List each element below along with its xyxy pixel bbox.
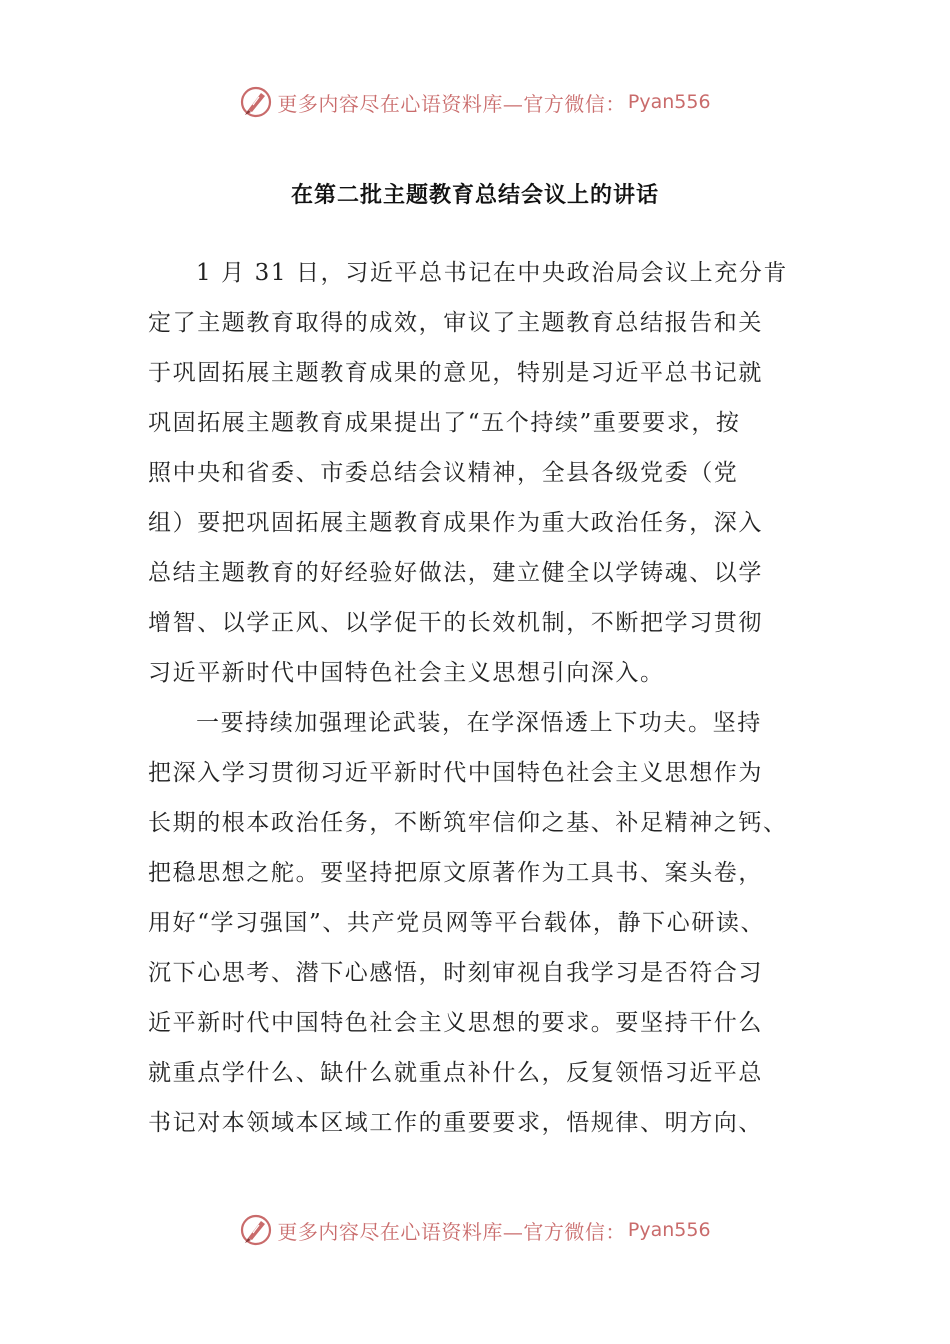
text-line: 定了主题教育取得的成效，审议了主题教育总结报告和关 [148,310,763,336]
text-line: 用好“学习强国”、共产党员网等平台载体，静下心研读、 [148,910,766,936]
document-body [148,248,808,1148]
footer-banner-text: 更多内容尽在心语资料库—官方微信： [277,1219,626,1244]
text-line: 巩固拓展主题教育成果提出了“五个持续”重要要求，按 [148,410,741,436]
text-line: 就重点学什么、缺什么就重点补什么，反复领悟习近平总 [148,1060,763,1086]
text-line: 增智、以学正风、以学促干的长效机制，不断把学习贯彻 [148,610,763,636]
footer-wechat-id: Pyan556 [627,1219,711,1241]
header-banner-text: 更多内容尽在心语资料库—官方微信： [277,91,626,116]
paragraph-2 [148,698,808,1148]
text-line: 把稳思想之舵。要坚持把原文原著作为工具书、案头卷， [148,860,763,886]
quill-pen-logo-icon [239,1213,273,1247]
quill-pen-logo-icon [239,85,273,119]
text-line: 1 月 31 日，习近平总书记在中央政治局会议上充分肯 [196,260,789,286]
text-line: 总结主题教育的好经验好做法，建立健全以学铸魂、以学 [148,560,763,586]
text-line: 习近平新时代中国特色社会主义思想引向深入。 [148,660,665,686]
text-line: 沉下心思考、潜下心感悟，时刻审视自我学习是否符合习 [148,960,763,986]
text-line: 长期的根本政治任务，不断筑牢信仰之基、补足精神之钙、 [148,810,788,836]
text-line: 于巩固拓展主题教育成果的意见，特别是习近平总书记就 [148,360,763,386]
text-line: 书记对本领域本区域工作的重要要求，悟规律、明方向、 [148,1110,763,1136]
text-line: 把深入学习贯彻习近平新时代中国特色社会主义思想作为 [148,760,763,786]
text-line: 近平新时代中国特色社会主义思想的要求。要坚持干什么 [148,1010,763,1036]
header-banner [0,82,950,122]
document-title: 在第二批主题教育总结会议上的讲话 [290,183,659,208]
text-line: 照中央和省委、市委总结会议精神，全县各级党委（党 [148,460,739,486]
header-wechat-id: Pyan556 [627,91,711,113]
footer-banner [0,1210,950,1250]
text-line: 组）要把巩固拓展主题教育成果作为重大政治任务，深入 [148,510,763,536]
text-line: 一要持续加强理论武装，在学深悟透上下功夫。坚持 [196,710,762,736]
paragraph-1 [148,248,808,698]
